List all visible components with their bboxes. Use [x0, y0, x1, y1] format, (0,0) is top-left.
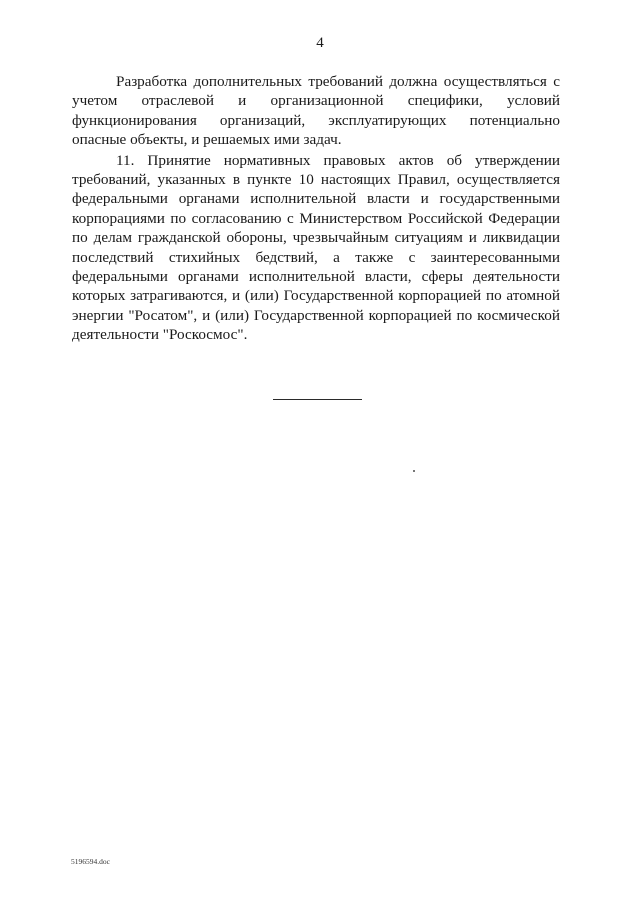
- end-separator-line: [273, 399, 362, 400]
- footer-document-code: 5196594.doc: [71, 857, 110, 866]
- document-body: [72, 72, 560, 345]
- page-number: 4: [316, 35, 324, 51]
- paragraph-additional-requirements: Разработка дополнительных требований должна осуществляться с учетом отраслевой и организационной специфики, условий функционирования организаций, эксплуатирующих потенциально опасные объекты, и решаемых ими задач.: [72, 73, 560, 149]
- paragraph-item-11: 11. Принятие нормативных правовых актов об утверждении требований, указанных в пункте 10 настоящих Правил, осуществляется федеральными органами исполнительной власти и государственными корпорациями по согласованию с Министерством Российской Федерации по делам гражданской обороны, чрезвычайным ситуациям и ликвидации последствий стихийных бедствий, а также с заинтересованными федеральными органами исполнительной власти, сферы деятельности которых затрагиваются, и (или) Государственной корпорацией по атомной энергии "Росатом", и (или) Государственной корпорацией по космической деятельности "Роскосмос".: [72, 151, 560, 344]
- scan-artifact-dot: [413, 470, 415, 472]
